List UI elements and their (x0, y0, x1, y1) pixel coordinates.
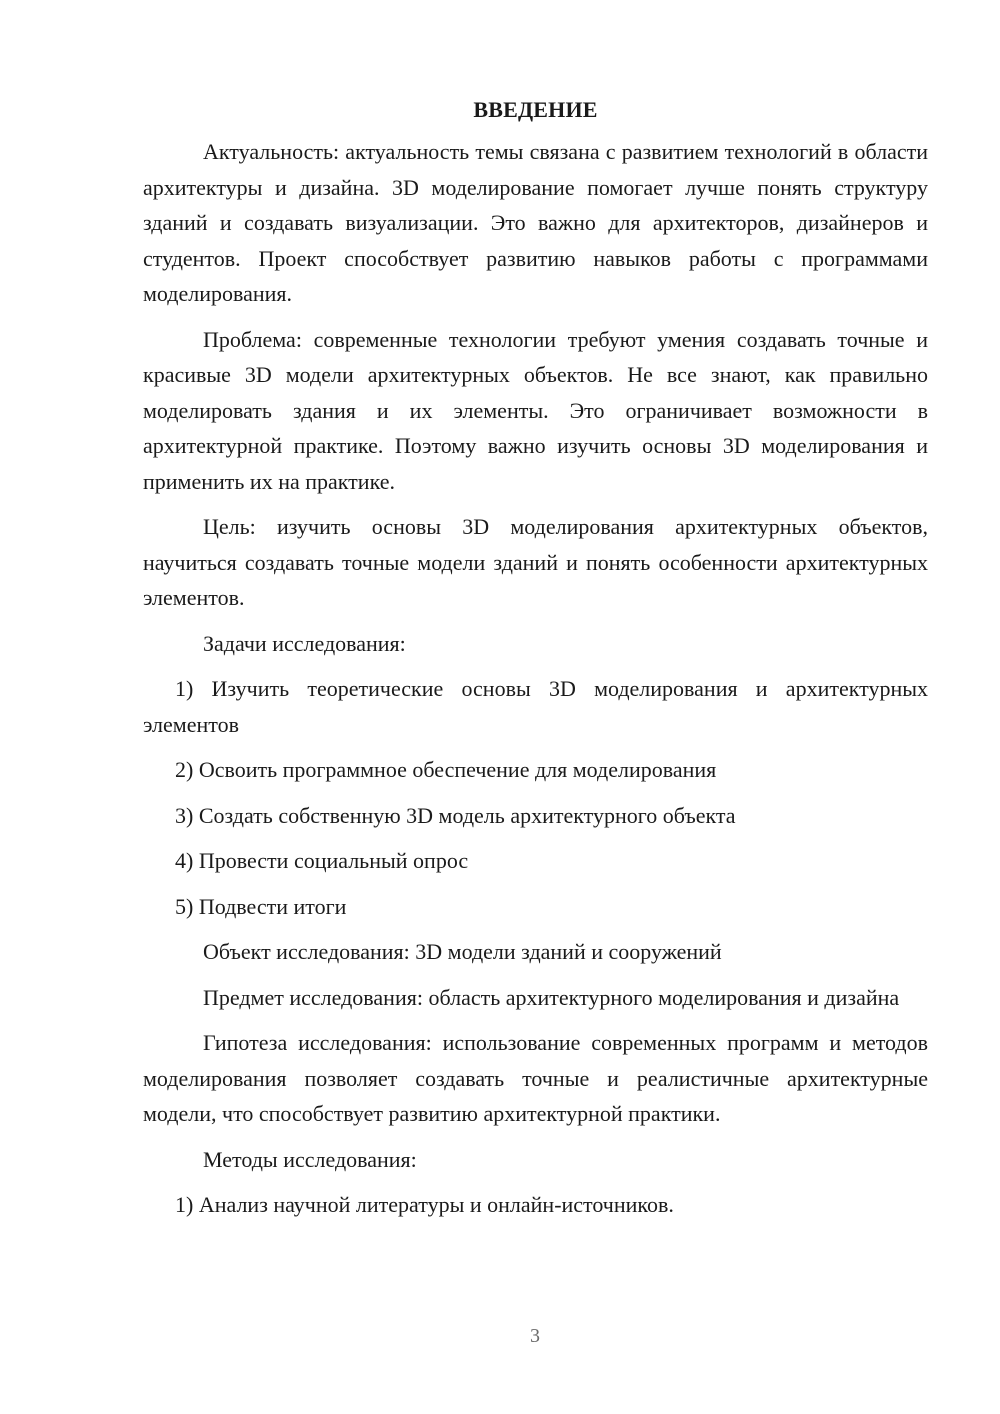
task-item-2: 2) Освоить программное обеспечение для моделирования (175, 757, 717, 782)
document-page (143, 92, 928, 1233)
task-item-4: 4) Провести социальный опрос (175, 848, 469, 873)
page-title: ВВЕДЕНИЕ (473, 97, 598, 122)
subject-paragraph: Предмет исследования: область архитектурного моделирования и дизайна (203, 984, 900, 1010)
task-item-5: 5) Подвести итоги (175, 893, 347, 919)
problem-paragraph: Проблема: современные технологии требуют умения создавать точные и красивые 3D модели архитектурных объектов. Не все знают, как правильно моделировать здания и их элементы. Это ограничивает возможности в архитектурной практике. Поэтому важно изучить основы 3D моделирования и применить их на практике. (143, 326, 928, 494)
page-number: 3 (530, 1325, 540, 1347)
methods-heading: Методы исследования: (203, 1146, 417, 1172)
task-item-3: 3) Создать собственную 3D модель архитектурного объекта (175, 802, 736, 828)
method-item-1: 1) Анализ научной литературы и онлайн-источников. (175, 1192, 674, 1217)
relevance-paragraph: Актуальность: актуальность темы связана с развитием технологий в области архитектуры и дизайна. 3D моделирование помогает лучше понять структуру зданий и создавать визуализации. Это важно для архитекторов, дизайнеров и студентов. Проект способствует развитию навыков работы с программами моделирования. (143, 139, 928, 306)
goal-paragraph: Цель: изучить основы 3D моделирования архитектурных объектов, научиться создавать точные модели зданий и понять особенности архитектурных элементов. (143, 514, 928, 610)
object-paragraph: Объект исследования: 3D модели зданий и сооружений (203, 939, 722, 964)
hypothesis-paragraph: Гипотеза исследования: использование современных программ и методов моделирования позволяет создавать точные и реалистичные архитектурные модели, что способствует развитию архитектурной практики. (143, 1030, 928, 1126)
tasks-heading: Задачи исследования: (203, 630, 406, 656)
task-item-1: 1) Изучить теоретические основы 3D моделирования и архитектурных элементов (143, 676, 928, 737)
